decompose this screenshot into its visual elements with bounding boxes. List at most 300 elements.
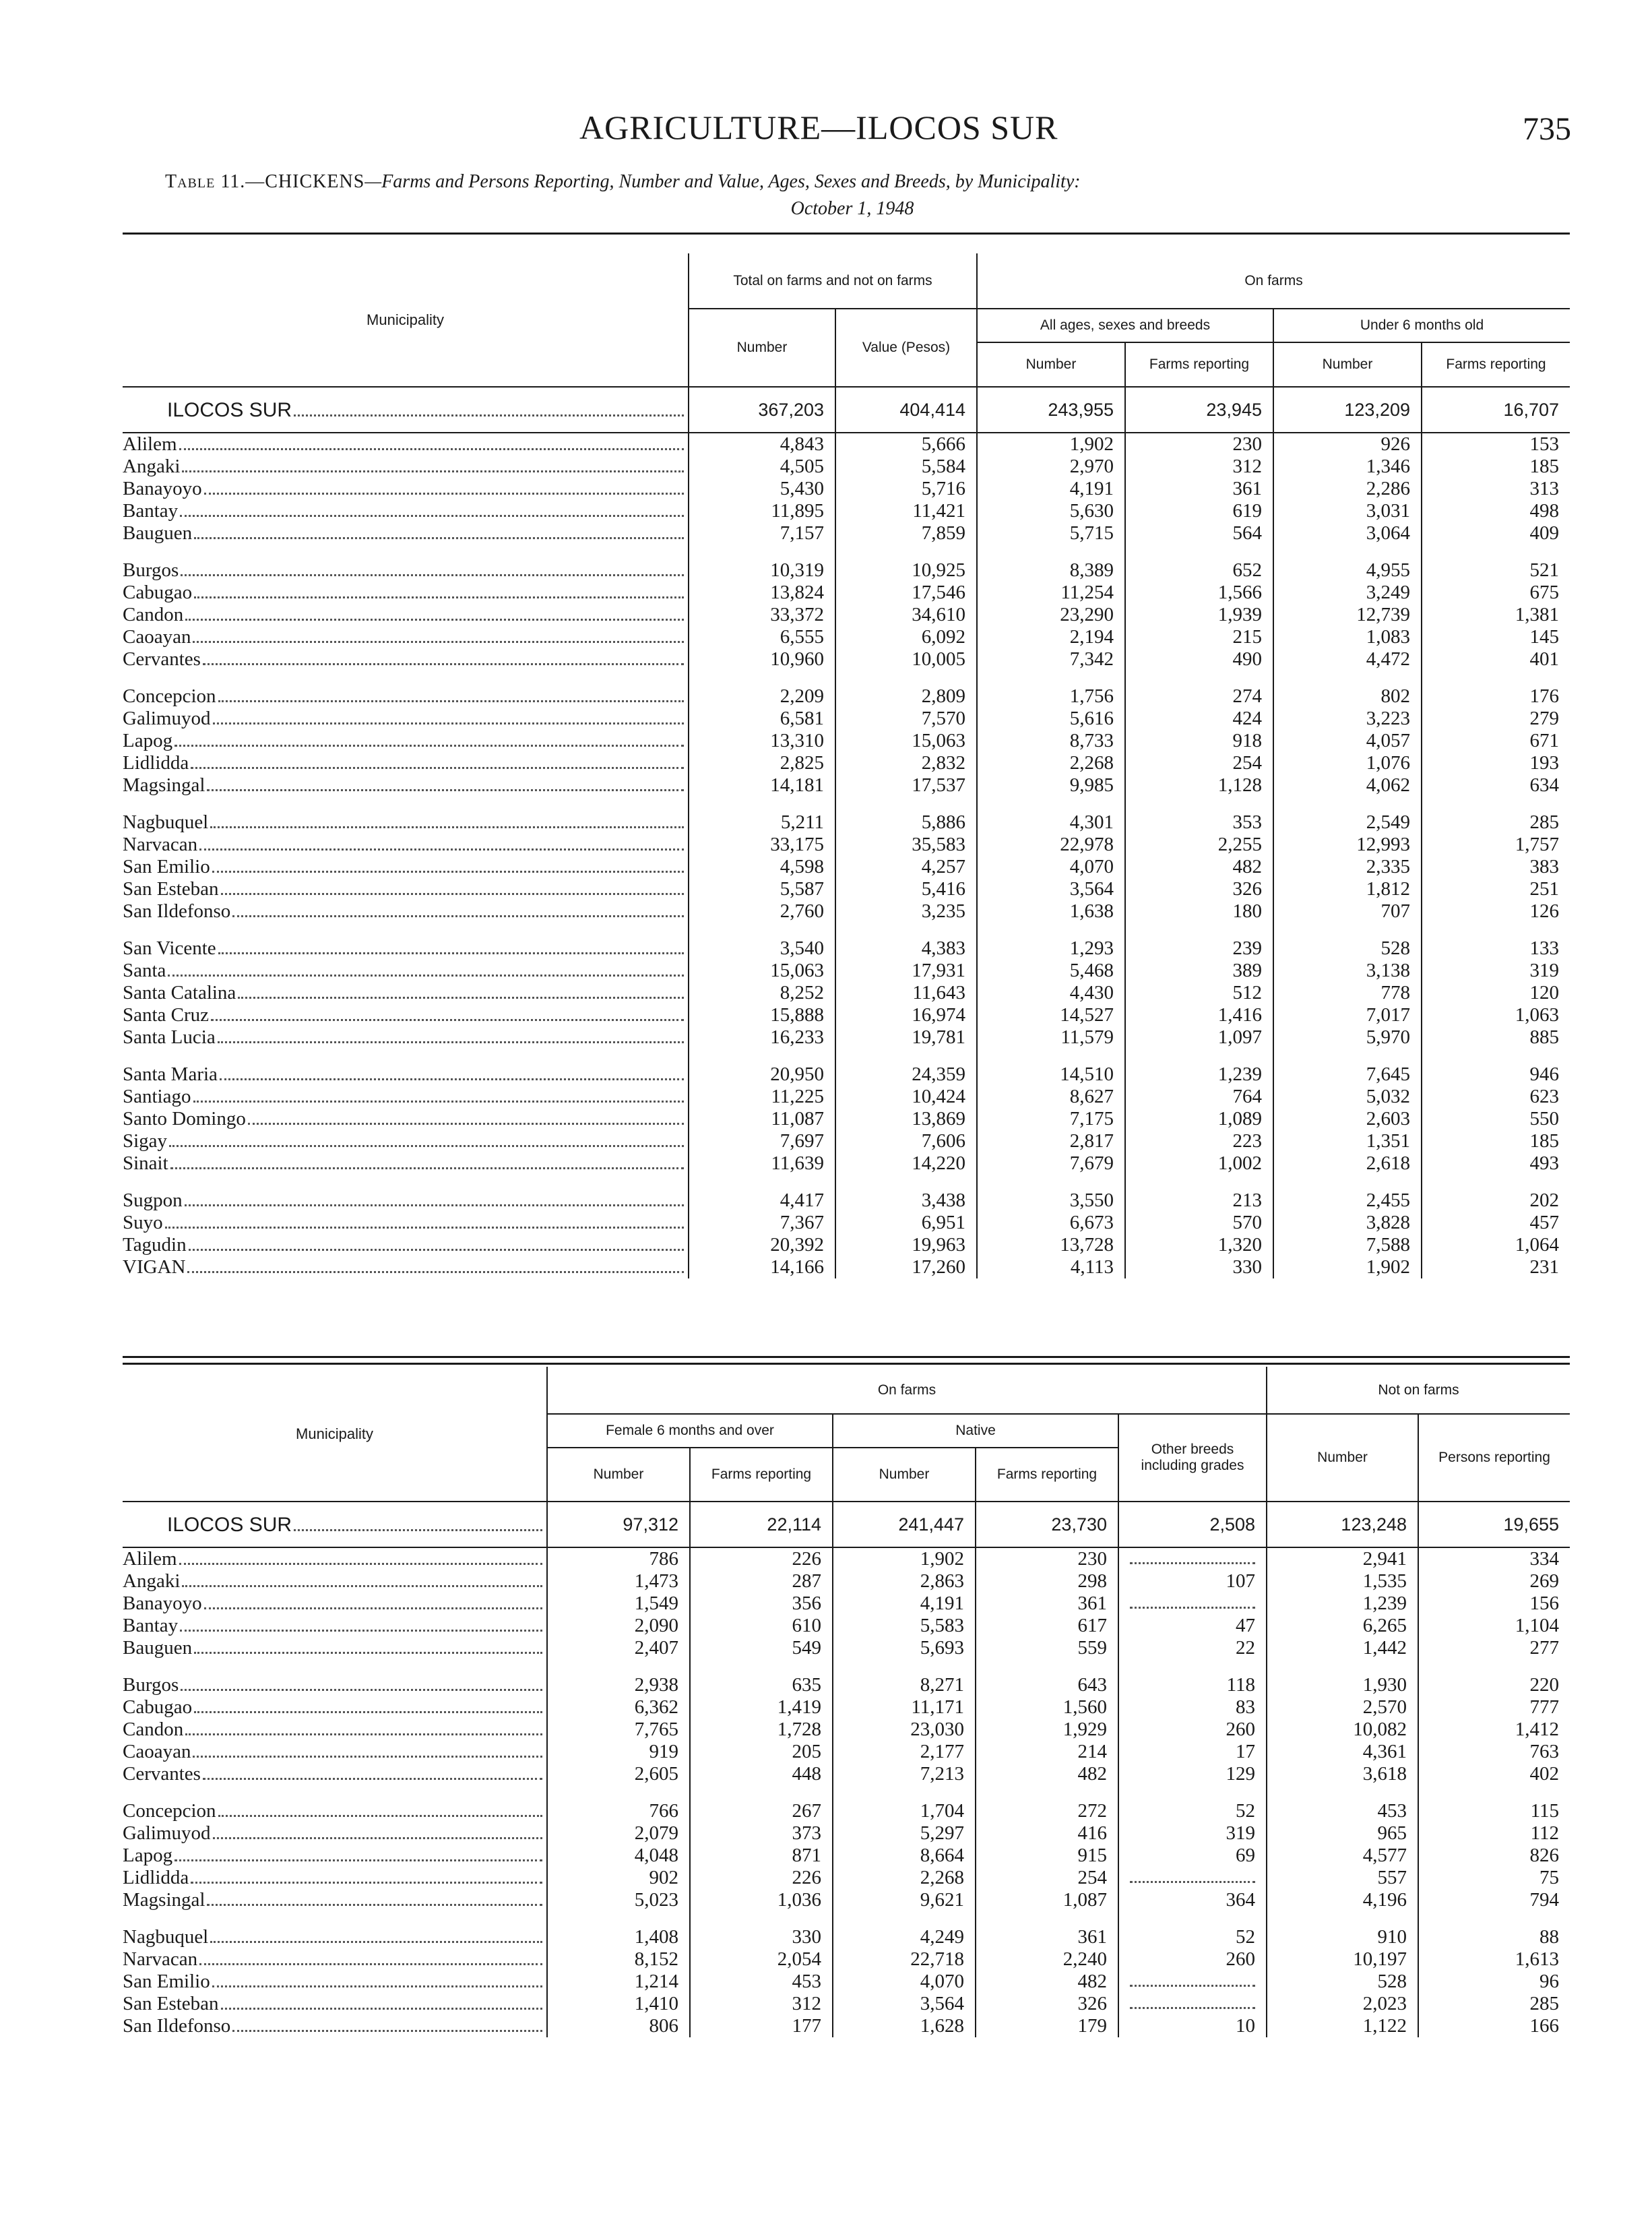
- value-cell: 7,645: [1273, 1049, 1422, 1086]
- value-cell: 205: [690, 1741, 833, 1763]
- value-cell: 69: [1118, 1845, 1267, 1867]
- value-cell: 910: [1267, 1911, 1418, 1948]
- chickens-table-1: [123, 253, 1570, 1278]
- municipality-cell: [123, 1130, 689, 1152]
- value-cell: 1,089: [1125, 1108, 1273, 1130]
- municipality-name: Tagudin: [123, 1234, 187, 1256]
- value-cell: 764: [1125, 1086, 1273, 1108]
- municipality-cell: [123, 1911, 547, 1948]
- value-cell: 7,588: [1273, 1234, 1422, 1256]
- table-row: [123, 604, 1570, 626]
- dot-leader: [191, 1882, 542, 1884]
- value-cell: 24,359: [835, 1049, 977, 1086]
- leader-line: [123, 1570, 546, 1593]
- municipality-name: Santa Lucia: [123, 1026, 216, 1048]
- leader-line: [123, 1971, 546, 1993]
- value-cell: 15,063: [835, 730, 977, 752]
- value-cell: 8,252: [689, 982, 835, 1004]
- value-cell: 156: [1418, 1593, 1570, 1615]
- municipality-name: Nagbuquel: [123, 1926, 209, 1948]
- municipality-cell: [123, 671, 689, 708]
- dot-leader: [181, 1689, 542, 1691]
- value-cell: 5,416: [835, 878, 977, 900]
- table-row: [123, 1889, 1570, 1911]
- value-cell: 5,583: [833, 1615, 976, 1637]
- value-cell: 14,166: [689, 1256, 835, 1278]
- value-cell: 5,616: [977, 708, 1125, 730]
- value-cell: 7,367: [689, 1212, 835, 1234]
- value-cell: 482: [1125, 856, 1273, 878]
- municipality-cell: [123, 1948, 547, 1971]
- value-cell: 230: [1125, 433, 1273, 456]
- value-cell: 5,468: [977, 960, 1125, 982]
- value-cell: 313: [1422, 478, 1570, 500]
- header-all-ages: All ages, sexes and breeds: [977, 309, 1273, 342]
- value-cell: 23,945: [1125, 387, 1273, 433]
- value-cell: 1,076: [1273, 752, 1422, 774]
- value-cell: 14,220: [835, 1152, 977, 1175]
- municipality-name: San Ildefonso: [123, 900, 231, 922]
- municipality-cell: [123, 500, 689, 522]
- value-cell: 5,970: [1273, 1026, 1422, 1049]
- value-cell: 83: [1118, 1696, 1267, 1719]
- dot-leader: [218, 1815, 542, 1817]
- leader-line: [123, 960, 688, 982]
- value-cell: 35,583: [835, 834, 977, 856]
- dot-leader: [174, 745, 684, 747]
- value-cell: 319: [1422, 960, 1570, 982]
- value-cell: 635: [690, 1659, 833, 1696]
- value-cell: 3,223: [1273, 708, 1422, 730]
- municipality-cell: [123, 1696, 547, 1719]
- table-row: [123, 671, 1570, 708]
- value-cell: 298: [976, 1570, 1118, 1593]
- table-row: [123, 1026, 1570, 1049]
- value-cell: 794: [1418, 1889, 1570, 1911]
- top-rule: [123, 233, 1570, 235]
- value-cell: 10,925: [835, 545, 977, 582]
- value-cell: 11,639: [689, 1152, 835, 1175]
- table-name: —CHICKENS: [245, 171, 365, 192]
- value-cell: 777: [1418, 1696, 1570, 1719]
- value-cell: 126: [1422, 900, 1570, 923]
- municipality-cell: [123, 1004, 689, 1026]
- value-cell: 6,581: [689, 708, 835, 730]
- value-cell: 22,718: [833, 1948, 976, 1971]
- table-row: [123, 626, 1570, 648]
- municipality-name: San Esteban: [123, 1993, 219, 2014]
- value-cell: 1,902: [977, 433, 1125, 456]
- leader-line: [123, 1130, 688, 1152]
- double-rule-lower: [123, 1363, 1570, 1365]
- header-municipality: Municipality: [123, 253, 689, 387]
- table-row: [123, 433, 1570, 456]
- value-cell: 118: [1118, 1659, 1267, 1696]
- value-cell: [1118, 1593, 1267, 1615]
- dot-leader: [179, 448, 684, 450]
- dot-leader: [220, 1078, 684, 1080]
- value-cell: 166: [1418, 2015, 1570, 2037]
- running-title: AGRICULTURE—ILOCOS SUR: [579, 109, 1058, 146]
- municipality-name: Santo Domingo: [123, 1108, 246, 1130]
- dot-leader: [189, 1249, 684, 1251]
- municipality-cell: [123, 648, 689, 671]
- dot-leader: [204, 493, 684, 495]
- value-cell: 3,031: [1273, 500, 1422, 522]
- value-cell: 3,540: [689, 923, 835, 960]
- municipality-cell: [123, 626, 689, 648]
- value-cell: 20,392: [689, 1234, 835, 1256]
- value-cell: 269: [1418, 1570, 1570, 1593]
- value-cell: 153: [1422, 433, 1570, 456]
- value-cell: 1,416: [1125, 1004, 1273, 1026]
- dot-leader: [187, 1271, 684, 1273]
- value-cell: 285: [1422, 797, 1570, 834]
- table-row: [123, 1234, 1570, 1256]
- value-cell: 2,618: [1273, 1152, 1422, 1175]
- value-cell: 8,733: [977, 730, 1125, 752]
- value-cell: 570: [1125, 1212, 1273, 1234]
- value-cell: 7,697: [689, 1130, 835, 1152]
- table-row: [123, 708, 1570, 730]
- value-cell: 213: [1125, 1175, 1273, 1212]
- leader-line: [123, 433, 688, 456]
- municipality-name: Lapog: [123, 730, 173, 751]
- value-cell: 129: [1118, 1763, 1267, 1785]
- table-label: Table 11.: [165, 171, 246, 192]
- municipality-cell: [123, 1785, 547, 1822]
- value-cell: 16,707: [1422, 387, 1570, 433]
- value-cell: 482: [976, 1971, 1118, 1993]
- value-cell: 4,070: [833, 1971, 976, 1993]
- value-cell: 806: [547, 2015, 690, 2037]
- value-cell: 4,048: [547, 1845, 690, 1867]
- value-cell: 4,113: [977, 1256, 1125, 1278]
- value-cell: 2,335: [1273, 856, 1422, 878]
- dot-leader: [170, 1167, 684, 1169]
- value-cell: 528: [1267, 1971, 1418, 1993]
- value-cell: 177: [690, 2015, 833, 2037]
- municipality-cell: [123, 1108, 689, 1130]
- municipality-name: ILOCOS SUR: [167, 398, 292, 421]
- value-cell: 13,728: [977, 1234, 1125, 1256]
- leader-line: [123, 1004, 688, 1026]
- municipality-name: Bauguen: [123, 1637, 193, 1659]
- value-cell: 285: [1418, 1993, 1570, 2015]
- value-cell: 11,643: [835, 982, 977, 1004]
- leader-line: [123, 1889, 546, 1911]
- dot-leader: [194, 596, 684, 598]
- municipality-cell: [123, 982, 689, 1004]
- value-cell: 2,941: [1267, 1547, 1418, 1570]
- leader-line: [123, 500, 688, 522]
- dot-leader: [218, 1041, 684, 1043]
- table-row: [123, 923, 1570, 960]
- municipality-cell: [123, 752, 689, 774]
- value-cell: 16,233: [689, 1026, 835, 1049]
- leader-line: [123, 1152, 688, 1175]
- table-row: [123, 1086, 1570, 1108]
- header-number: Number: [833, 1448, 976, 1502]
- leader-line: [123, 708, 688, 730]
- value-cell: 251: [1422, 878, 1570, 900]
- value-cell: 19,655: [1418, 1502, 1570, 1547]
- value-cell: 97,312: [547, 1502, 690, 1547]
- value-cell: 902: [547, 1867, 690, 1889]
- value-cell: 241,447: [833, 1502, 976, 1547]
- value-cell: 11,254: [977, 582, 1125, 604]
- value-cell: 2,090: [547, 1615, 690, 1637]
- value-cell: 6,673: [977, 1212, 1125, 1234]
- value-cell: 416: [976, 1822, 1118, 1845]
- value-cell: 5,666: [835, 433, 977, 456]
- value-cell: 7,765: [547, 1719, 690, 1741]
- municipality-name: San Emilio: [123, 856, 210, 877]
- value-cell: 707: [1273, 900, 1422, 923]
- header-on-farms: On farms: [547, 1367, 1267, 1414]
- value-cell: 521: [1422, 545, 1570, 582]
- value-cell: 3,138: [1273, 960, 1422, 982]
- value-cell: 498: [1422, 500, 1570, 522]
- value-cell: 1,756: [977, 671, 1125, 708]
- table-row: [123, 1696, 1570, 1719]
- municipality-name: Galimuyod: [123, 1822, 211, 1844]
- leader-line: [123, 1086, 688, 1108]
- value-cell: 185: [1422, 1130, 1570, 1152]
- leader-line: [167, 1514, 546, 1536]
- value-cell: 4,249: [833, 1911, 976, 1948]
- municipality-name: Lidlidda: [123, 1867, 189, 1888]
- municipality-cell: [123, 1234, 689, 1256]
- table-row: [123, 478, 1570, 500]
- value-cell: 2,832: [835, 752, 977, 774]
- leader-line: [123, 1256, 688, 1278]
- municipality-cell: [123, 730, 689, 752]
- dot-leader: [193, 641, 684, 643]
- dot-leader: [294, 414, 684, 416]
- leader-line: [123, 834, 688, 856]
- value-cell: 202: [1422, 1175, 1570, 1212]
- municipality-cell: [123, 1763, 547, 1785]
- municipality-name: Cervantes: [123, 648, 201, 670]
- value-cell: 14,527: [977, 1004, 1125, 1026]
- municipality-cell: [123, 522, 689, 545]
- municipality-cell: [123, 774, 689, 797]
- value-cell: 401: [1422, 648, 1570, 671]
- dot-leader: [218, 952, 684, 954]
- municipality-name: Santa Cruz: [123, 1004, 210, 1026]
- value-cell: 22,114: [690, 1502, 833, 1547]
- value-cell: 549: [690, 1637, 833, 1659]
- value-cell: 7,570: [835, 708, 977, 730]
- value-cell: 2,570: [1267, 1696, 1418, 1719]
- value-cell: 5,297: [833, 1822, 976, 1845]
- dot-leader: [182, 470, 684, 472]
- dot-leader: [169, 1145, 684, 1147]
- dot-leader: [238, 997, 684, 999]
- no-data-leader: [1130, 1867, 1255, 1883]
- value-cell: 1,613: [1418, 1948, 1570, 1971]
- value-cell: 4,577: [1267, 1845, 1418, 1867]
- value-cell: 5,715: [977, 522, 1125, 545]
- value-cell: 5,587: [689, 878, 835, 900]
- dot-leader: [191, 767, 684, 769]
- value-cell: 2,455: [1273, 1175, 1422, 1212]
- caption-line-1: [165, 168, 1539, 195]
- value-cell: 8,664: [833, 1845, 976, 1867]
- value-cell: 623: [1422, 1086, 1570, 1108]
- value-cell: 260: [1118, 1948, 1267, 1971]
- table-row: [123, 1867, 1570, 1889]
- dot-leader: [182, 1585, 542, 1587]
- value-cell: 5,430: [689, 478, 835, 500]
- value-cell: 1,351: [1273, 1130, 1422, 1152]
- header-total-value: Value (Pesos): [835, 309, 977, 387]
- value-cell: 11,225: [689, 1086, 835, 1108]
- dot-leader: [210, 826, 684, 828]
- dot-leader: [193, 1756, 542, 1758]
- value-cell: 528: [1273, 923, 1422, 960]
- value-cell: 176: [1422, 671, 1570, 708]
- value-cell: 3,828: [1273, 1212, 1422, 1234]
- dot-leader: [210, 1941, 542, 1943]
- value-cell: 1,128: [1125, 774, 1273, 797]
- value-cell: 1,412: [1418, 1719, 1570, 1741]
- dot-leader: [221, 2008, 542, 2010]
- value-cell: 2,268: [833, 1867, 976, 1889]
- value-cell: 34,610: [835, 604, 977, 626]
- leader-line: [123, 604, 688, 626]
- municipality-cell: [123, 960, 689, 982]
- value-cell: 671: [1422, 730, 1570, 752]
- leader-line: [123, 937, 688, 960]
- value-cell: 1,239: [1267, 1593, 1418, 1615]
- municipality-cell: [123, 1993, 547, 2015]
- page-number: 735: [1523, 111, 1571, 147]
- value-cell: 9,621: [833, 1889, 976, 1911]
- value-cell: 4,301: [977, 797, 1125, 834]
- dot-leader: [212, 1985, 542, 1987]
- value-cell: 107: [1118, 1570, 1267, 1593]
- value-cell: 6,555: [689, 626, 835, 648]
- table-row: [123, 1637, 1570, 1659]
- value-cell: 1,410: [547, 1993, 690, 2015]
- value-cell: 7,157: [689, 522, 835, 545]
- value-cell: 2,268: [977, 752, 1125, 774]
- municipality-cell: [123, 1719, 547, 1741]
- municipality-name: Concepcion: [123, 1800, 216, 1822]
- municipality-cell: [123, 1547, 547, 1570]
- value-cell: 254: [976, 1867, 1118, 1889]
- municipality-name: Angaki: [123, 1570, 181, 1592]
- value-cell: 3,550: [977, 1175, 1125, 1212]
- value-cell: 885: [1422, 1026, 1570, 1049]
- municipality-cell: [123, 582, 689, 604]
- dot-leader: [203, 663, 684, 665]
- municipality-cell: [123, 1615, 547, 1637]
- total-row: [123, 387, 1570, 433]
- table-row: [123, 500, 1570, 522]
- header-other-breeds: Other breeds including grades: [1118, 1414, 1267, 1502]
- value-cell: 1,812: [1273, 878, 1422, 900]
- value-cell: 2,407: [547, 1637, 690, 1659]
- value-cell: 2,209: [689, 671, 835, 708]
- value-cell: [1118, 1971, 1267, 1993]
- value-cell: 8,627: [977, 1086, 1125, 1108]
- header-farms-reporting: Farms reporting: [1422, 342, 1570, 387]
- municipality-name: Concepcion: [123, 685, 216, 707]
- value-cell: 17,537: [835, 774, 977, 797]
- municipality-name: Nagbuquel: [123, 811, 209, 833]
- municipality-cell: [123, 433, 689, 456]
- dot-leader: [180, 1630, 542, 1632]
- value-cell: 1,939: [1125, 604, 1273, 626]
- leader-line: [123, 1234, 688, 1256]
- value-cell: 1,535: [1267, 1570, 1418, 1593]
- value-cell: 1,064: [1422, 1234, 1570, 1256]
- value-cell: 226: [690, 1547, 833, 1570]
- value-cell: 19,781: [835, 1026, 977, 1049]
- value-cell: 7,017: [1273, 1004, 1422, 1026]
- table-row: [123, 1911, 1570, 1948]
- value-cell: 453: [690, 1971, 833, 1993]
- value-cell: 5,630: [977, 500, 1125, 522]
- leader-line: [123, 1948, 546, 1971]
- value-cell: 482: [976, 1763, 1118, 1785]
- value-cell: 4,505: [689, 456, 835, 478]
- table-row: [123, 1130, 1570, 1152]
- value-cell: 287: [690, 1570, 833, 1593]
- municipality-cell: [123, 1175, 689, 1212]
- municipality-cell: [123, 1570, 547, 1593]
- value-cell: 1,566: [1125, 582, 1273, 604]
- table-row: [123, 582, 1570, 604]
- dot-leader: [207, 789, 684, 791]
- value-cell: 226: [690, 1867, 833, 1889]
- value-cell: 4,062: [1273, 774, 1422, 797]
- value-cell: 11,579: [977, 1026, 1125, 1049]
- value-cell: 12,993: [1273, 834, 1422, 856]
- value-cell: 14,510: [977, 1049, 1125, 1086]
- value-cell: 231: [1422, 1256, 1570, 1278]
- value-cell: 123,209: [1273, 387, 1422, 433]
- value-cell: 239: [1125, 923, 1273, 960]
- value-cell: 1,549: [547, 1593, 690, 1615]
- value-cell: 17,546: [835, 582, 977, 604]
- table-row: [123, 982, 1570, 1004]
- municipality-cell: [123, 797, 689, 834]
- value-cell: 2,255: [1125, 834, 1273, 856]
- municipality-name: Lidlidda: [123, 752, 189, 774]
- value-cell: 3,438: [835, 1175, 977, 1212]
- value-cell: 215: [1125, 626, 1273, 648]
- table-row: [123, 834, 1570, 856]
- value-cell: 10,424: [835, 1086, 977, 1108]
- value-cell: 330: [1125, 1256, 1273, 1278]
- value-cell: 383: [1422, 856, 1570, 878]
- leader-line: [123, 1674, 546, 1696]
- value-cell: 180: [1125, 900, 1273, 923]
- value-cell: 1,442: [1267, 1637, 1418, 1659]
- no-data-leader: [1130, 1593, 1255, 1609]
- value-cell: 1,419: [690, 1696, 833, 1719]
- value-cell: 373: [690, 1822, 833, 1845]
- municipality-name: Burgos: [123, 1674, 179, 1696]
- value-cell: 1,239: [1125, 1049, 1273, 1086]
- value-cell: 8,152: [547, 1948, 690, 1971]
- table-row: [123, 1822, 1570, 1845]
- municipality-cell: [123, 2015, 547, 2037]
